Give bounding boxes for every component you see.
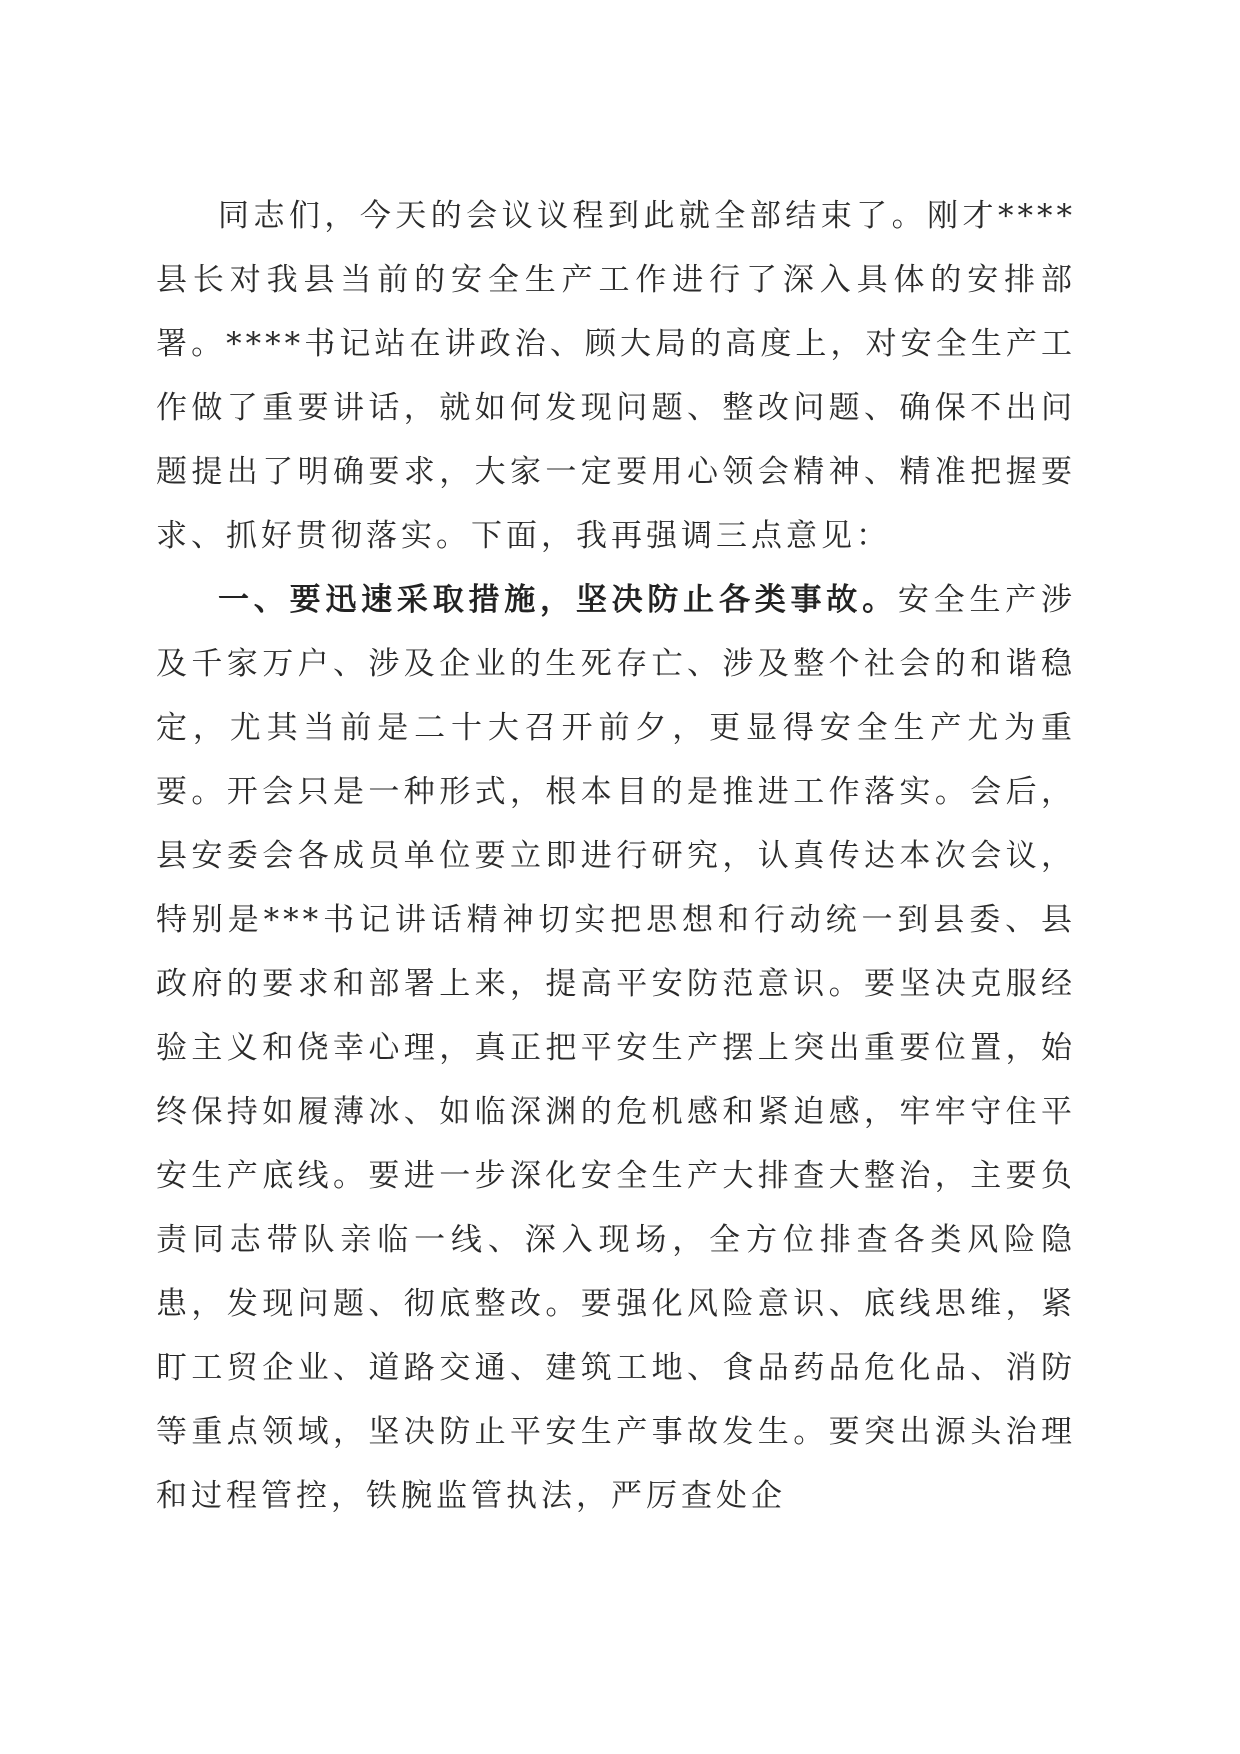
section-heading-one: 一、要迅速采取措施，坚决防止各类事故。: [218, 582, 898, 618]
paragraph-point-one-text: 安全生产涉及千家万户、涉及企业的生死存亡、涉及整个社会的和谐稳定，尤其当前是二十大召开前夕，更显得安全生产尤为重要。开会只是一种形式，根本目的是推进工作落实。会后，县安委会各成员单位要立即进行研究，认真传达本次会议，特别是***书记讲话精神切实把思想和行动统一到县委、县政府的要求和部署上来，提高平安防范意识。要坚决克服经验主义和侥幸心理，真正把平安生产摆上突出重要位置，始终保持如履薄冰、如临深渊的危机感和紧迫感，牢牢守住平安生产底线。要进一步深化安全生产大排查大整治，主要负责同志带队亲临一线、深入现场，全方位排查各类风险隐患，发现问题、彻底整改。要强化风险意识、底线思维，紧盯工贸企业、道路交通、建筑工地、食品药品危化品、消防等重点领域，坚决防止平安生产事故发生。要突出源头治理和过程管控，铁腕监管执法，严厉查处企: [156, 582, 1077, 1514]
paragraph-point-one: [156, 568, 1076, 1528]
paragraph-intro: [156, 184, 1076, 568]
document-body: [156, 184, 1076, 1528]
paragraph-intro-text: 同志们，今天的会议议程到此就全部结束了。刚才****县长对我县当前的安全生产工作进行了深入具体的安排部署。****书记站在讲政治、顾大局的高度上，对安全生产工作做了重要讲话，就如何发现问题、整改问题、确保不出问题提出了明确要求，大家一定要用心领会精神、精准把握要求、抓好贯彻落实。下面，我再强调三点意见：: [156, 198, 1076, 554]
